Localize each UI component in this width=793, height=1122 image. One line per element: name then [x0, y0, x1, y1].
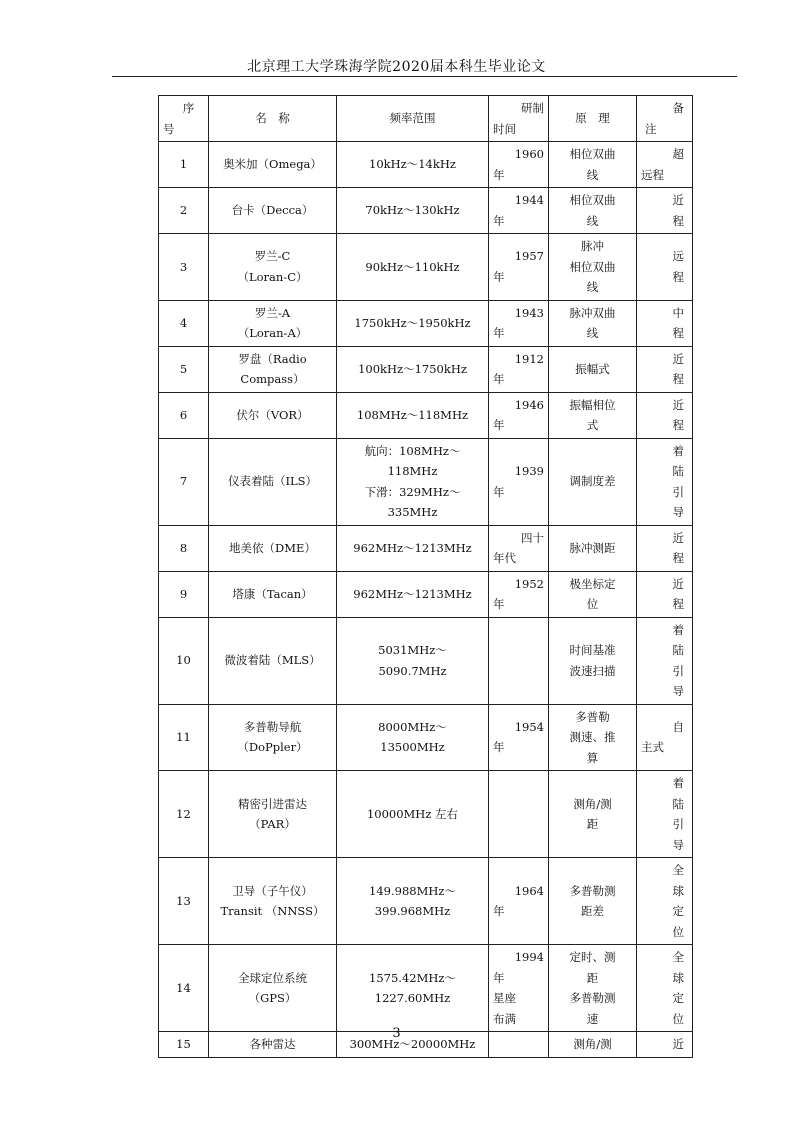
cell-time [489, 188, 549, 234]
cell-note-line: 程 [672, 551, 684, 565]
header-rule [112, 76, 737, 77]
cell-principle [549, 392, 637, 438]
cell-time-line: 年 [493, 970, 505, 985]
cell-principle-line: 振幅式 [575, 361, 610, 376]
table-row [159, 525, 693, 571]
cell-name [209, 392, 337, 438]
cell-note [637, 571, 693, 617]
cell-note-line: 程 [672, 597, 684, 611]
cell-time-line: 年 [493, 269, 505, 284]
cell-note-line: 近 [672, 193, 684, 207]
cell-name-line: 精密引进雷达 [238, 796, 307, 811]
cell-note-line: 程 [672, 418, 684, 432]
cell-frequency-line: 399.968MHz [374, 904, 451, 918]
cell-time [489, 142, 549, 188]
header-cell-frequency [337, 96, 489, 142]
cell-index: 9 [159, 571, 209, 617]
cell-name [209, 346, 337, 392]
table-row [159, 300, 693, 346]
cell-principle-line: 距 [586, 970, 599, 985]
cell-note-line: 球 [672, 883, 684, 898]
cell-note-line: 引 [672, 484, 684, 499]
cell-note-line: 近 [672, 576, 684, 591]
cell-name-line: 台卡（Decca） [231, 203, 314, 218]
cell-index: 3 [159, 234, 209, 301]
cell-note-line: 引 [672, 817, 684, 831]
cell-time [489, 392, 549, 438]
cell-note-line: 陆 [672, 796, 684, 811]
cell-time-line: 1957 [514, 249, 544, 264]
header-text: 原 理 [575, 111, 610, 126]
table-row [159, 392, 693, 438]
cell-time-line: 1912 [514, 351, 544, 366]
cell-principle [549, 300, 637, 346]
cell-note-line: 近 [672, 530, 684, 545]
cell-time-line: 1964 [514, 883, 544, 898]
cell-note [637, 188, 693, 234]
cell-note-line: 程 [672, 269, 684, 284]
cell-time-line: 1994 [514, 950, 544, 964]
cell-note-line: 陆 [672, 643, 684, 657]
cell-frequency-line: 100kHz～1750kHz [358, 361, 467, 376]
cell-frequency-line: 1750kHz～1950kHz [354, 315, 471, 330]
cell-name [209, 771, 337, 858]
header-text: 时间 [493, 121, 516, 136]
table-row [159, 346, 693, 392]
table-row [159, 188, 693, 234]
cell-time-line: 年 [493, 167, 505, 182]
cell-frequency-line: 90kHz～110kHz [365, 259, 460, 274]
cell-note-line: 球 [672, 970, 684, 985]
cell-name [209, 525, 337, 571]
cell-note-line: 超 [672, 147, 684, 161]
cell-frequency [337, 525, 489, 571]
cell-principle [549, 142, 637, 188]
cell-principle-line: 测角/测 [573, 796, 612, 811]
cell-name-line: 奥米加（Omega） [223, 157, 322, 172]
cell-note-line: 程 [672, 326, 684, 340]
cell-index: 12 [159, 771, 209, 858]
cell-note-line: 定 [672, 904, 684, 918]
cell-principle [549, 525, 637, 571]
cell-note-line: 着 [672, 776, 684, 790]
cell-time [489, 704, 549, 771]
navigation-systems-table [158, 95, 693, 1058]
cell-time [489, 771, 549, 858]
cell-name [209, 188, 337, 234]
cell-principle [549, 858, 637, 945]
cell-principle-line: 线 [586, 213, 599, 228]
header-text: 备 [672, 101, 684, 115]
cell-note-line: 中 [672, 305, 684, 320]
cell-frequency [337, 617, 489, 704]
cell-principle-line: 算 [586, 750, 599, 765]
cell-principle [549, 771, 637, 858]
cell-name-line: Transit （NNSS） [220, 904, 325, 918]
cell-time-line: 1943 [514, 305, 544, 320]
cell-principle-line: 定时、测 [569, 950, 616, 964]
cell-name [209, 234, 337, 301]
cell-note [637, 704, 693, 771]
cell-name [209, 438, 337, 525]
table-row [159, 858, 693, 945]
cell-frequency-line: 下滑：329MHz～ [364, 484, 461, 499]
cell-time [489, 858, 549, 945]
cell-index: 14 [159, 945, 209, 1032]
table-row [159, 438, 693, 525]
cell-name [209, 300, 337, 346]
cell-time-line: 1952 [514, 576, 544, 591]
cell-frequency-line: 10kHz～14kHz [369, 157, 456, 172]
cell-principle-line: 距差 [581, 904, 604, 918]
cell-frequency [337, 188, 489, 234]
cell-name-line: 全球定位系统 [238, 970, 307, 985]
cell-note-line: 陆 [672, 464, 684, 478]
cell-time-line: 四十 [521, 530, 544, 545]
cell-principle [549, 617, 637, 704]
header-text: 号 [163, 121, 175, 136]
cell-principle-line: 调制度差 [569, 474, 616, 489]
table-row [159, 771, 693, 858]
table-row [159, 617, 693, 704]
cell-name-line: （DoPpler） [237, 740, 308, 755]
cell-time [489, 945, 549, 1032]
cell-note-line: 全 [672, 863, 684, 877]
cell-note [637, 300, 693, 346]
cell-name-line: 罗兰-C [254, 249, 291, 264]
cell-frequency [337, 704, 489, 771]
cell-time-line: 年 [493, 418, 505, 432]
cell-note-line: 近 [672, 397, 684, 412]
cell-note-line: 远 [672, 249, 684, 264]
cell-frequency [337, 234, 489, 301]
cell-name-line: 仪表着陆（ILS） [227, 474, 318, 489]
cell-frequency-line: 108MHz～118MHz [356, 407, 469, 422]
cell-principle-line: 多普勒测 [569, 883, 616, 898]
cell-frequency-line: 航向：108MHz～ [364, 443, 461, 458]
cell-time-line: 布满 [493, 1011, 516, 1026]
cell-index: 7 [159, 438, 209, 525]
cell-time-line: 年 [493, 213, 505, 228]
cell-principle-line: 多普勒测 [569, 991, 616, 1005]
cell-time-line: 年 [493, 484, 505, 499]
cell-note-line: 自 [672, 719, 684, 734]
cell-note [637, 234, 693, 301]
cell-time [489, 525, 549, 571]
cell-time-line: 1960 [514, 147, 544, 161]
cell-principle-line: 线 [586, 326, 599, 340]
cell-frequency-line: 5031MHz～ [378, 643, 447, 657]
cell-principle-line: 脉冲 [581, 239, 604, 253]
cell-time-line: 1946 [514, 397, 544, 412]
cell-frequency-line: 962MHz～1213MHz [353, 540, 472, 555]
cell-frequency [337, 858, 489, 945]
cell-principle-line: 多普勒 [575, 709, 610, 724]
cell-time [489, 438, 549, 525]
cell-note-line: 着 [672, 622, 684, 637]
cell-note [637, 142, 693, 188]
table-row [159, 234, 693, 301]
cell-time [489, 300, 549, 346]
cell-frequency-line: 13500MHz [380, 740, 445, 755]
cell-index: 6 [159, 392, 209, 438]
cell-principle-line: 测角/测 [573, 1037, 612, 1051]
cell-note-line: 远程 [641, 167, 664, 182]
cell-note-line: 近 [672, 1037, 684, 1051]
cell-time-line: 年 [493, 597, 505, 611]
cell-principle-line: 测速、推 [569, 730, 616, 744]
cell-index: 10 [159, 617, 209, 704]
cell-name-line: （Loran-C） [237, 269, 308, 284]
table-row [159, 142, 693, 188]
cell-principle-line: 振幅相位 [569, 397, 616, 412]
cell-principle-line: 距 [586, 817, 599, 831]
cell-frequency [337, 771, 489, 858]
cell-name-line: 卫导（子午仪） [232, 883, 313, 898]
cell-name-line: 塔康（Tacan） [232, 586, 313, 601]
cell-name [209, 617, 337, 704]
cell-name [209, 704, 337, 771]
cell-note-line: 导 [672, 837, 684, 852]
cell-note-line: 位 [672, 1011, 684, 1026]
cell-frequency-line: 118MHz [387, 464, 438, 478]
cell-time-line: 年 [493, 326, 505, 340]
cell-principle [549, 438, 637, 525]
cell-frequency [337, 571, 489, 617]
cell-frequency-line: 1227.60MHz [374, 991, 451, 1005]
cell-note [637, 858, 693, 945]
cell-frequency [337, 142, 489, 188]
header-text: 序 [182, 101, 195, 115]
cell-note [637, 438, 693, 525]
cell-index: 1 [159, 142, 209, 188]
cell-name-line: （Loran-A） [237, 326, 308, 340]
cell-name-line: （GPS） [248, 991, 297, 1005]
cell-name-line: 微波着陆（MLS） [224, 653, 321, 668]
cell-time-line: 年 [493, 372, 505, 386]
cell-name-line: 各种雷达 [249, 1037, 296, 1051]
cell-note-line: 引 [672, 663, 684, 678]
header-cell-note [637, 96, 693, 142]
cell-principle-line: 时间基准 [569, 643, 616, 657]
cell-principle [549, 704, 637, 771]
cell-name [209, 142, 337, 188]
cell-frequency-line: 300MHz～20000MHz [349, 1037, 476, 1051]
cell-note-line: 程 [672, 372, 684, 386]
cell-principle-line: 波速扫描 [569, 663, 616, 678]
cell-time-line: 1944 [514, 193, 544, 207]
cell-principle [549, 234, 637, 301]
cell-frequency-line: 1575.42MHz～ [369, 970, 456, 985]
cell-index: 4 [159, 300, 209, 346]
header-cell-principle [549, 96, 637, 142]
cell-frequency-line: 149.988MHz～ [369, 883, 456, 898]
cell-frequency [337, 392, 489, 438]
cell-name-line: 多普勒导航 [243, 719, 302, 734]
cell-note-line: 程 [672, 213, 684, 228]
cell-note-line: 着 [672, 443, 684, 458]
cell-name [209, 858, 337, 945]
cell-principle [549, 945, 637, 1032]
cell-time-line: 1954 [514, 719, 544, 734]
cell-name-line: 罗盘（Radio [238, 351, 307, 366]
cell-note [637, 771, 693, 858]
cell-index: 15 [159, 1032, 209, 1058]
table-row [159, 704, 693, 771]
cell-note-line: 导 [672, 505, 684, 519]
cell-frequency [337, 945, 489, 1032]
cell-index: 13 [159, 858, 209, 945]
cell-frequency [337, 300, 489, 346]
cell-principle-line: 线 [586, 167, 599, 182]
cell-note [637, 617, 693, 704]
cell-time-line: 1939 [514, 464, 544, 478]
cell-principle-line: 脉冲双曲 [569, 305, 616, 320]
cell-frequency [337, 346, 489, 392]
cell-note-line: 全 [672, 950, 684, 964]
cell-name-line: Compass） [240, 372, 305, 386]
cell-note-line: 位 [672, 924, 684, 939]
cell-time-line: 星座 [493, 991, 516, 1005]
page-number: 3 [392, 1026, 401, 1041]
cell-principle-line: 相位双曲 [569, 193, 616, 207]
cell-principle-line: 相位双曲 [569, 259, 616, 274]
cell-note-line: 近 [672, 351, 684, 366]
header-text: 研制 [521, 101, 544, 115]
cell-index: 11 [159, 704, 209, 771]
cell-principle-line: 极坐标定 [569, 576, 616, 591]
header-cell-time [489, 96, 549, 142]
cell-index: 5 [159, 346, 209, 392]
cell-principle-line: 位 [586, 597, 599, 611]
cell-principle-line: 脉冲测距 [569, 540, 616, 555]
cell-note [637, 346, 693, 392]
cell-name [209, 945, 337, 1032]
cell-name-line: 罗兰-A [254, 305, 291, 320]
header-text: 注 [645, 121, 657, 136]
cell-principle-line: 线 [586, 280, 599, 294]
cell-frequency-line: 10000MHz 左右 [366, 806, 459, 821]
cell-note [637, 945, 693, 1032]
cell-principle [549, 571, 637, 617]
cell-name-line: 地美依（DME） [229, 540, 316, 555]
table-body [159, 142, 693, 1058]
cell-time-line: 年代 [493, 551, 516, 565]
page-header-title: 北京理工大学珠海学院2020届本科生毕业论文 [247, 59, 546, 75]
cell-index: 2 [159, 188, 209, 234]
cell-index: 8 [159, 525, 209, 571]
header-text: 名 称 [255, 111, 290, 126]
cell-frequency-line: 5090.7MHz [378, 663, 447, 678]
cell-name-line: 伏尔（VOR） [236, 407, 309, 422]
cell-note [637, 392, 693, 438]
cell-frequency-line: 70kHz～130kHz [365, 203, 460, 218]
cell-time [489, 234, 549, 301]
table-header-row [159, 96, 693, 142]
header-text: 频率范围 [389, 111, 436, 126]
cell-frequency-line: 335MHz [387, 505, 438, 519]
cell-frequency-line: 8000MHz～ [378, 719, 447, 734]
cell-time-line: 年 [493, 740, 505, 755]
cell-time [489, 617, 549, 704]
cell-time [489, 346, 549, 392]
cell-time [489, 571, 549, 617]
cell-name [209, 571, 337, 617]
cell-principle [549, 346, 637, 392]
cell-principle-line: 相位双曲 [569, 147, 616, 161]
cell-frequency [337, 438, 489, 525]
table-row [159, 945, 693, 1032]
table-row [159, 571, 693, 617]
cell-note [637, 525, 693, 571]
cell-note-line: 主式 [641, 740, 664, 755]
cell-principle-line: 速 [586, 1011, 599, 1026]
cell-note-line: 定 [672, 991, 684, 1005]
cell-principle-line: 式 [586, 418, 599, 432]
header-cell-name [209, 96, 337, 142]
cell-time-line: 年 [493, 904, 505, 918]
cell-note-line: 导 [672, 684, 684, 698]
header-cell-index [159, 96, 209, 142]
cell-principle [549, 188, 637, 234]
cell-name-line: （PAR） [249, 817, 296, 831]
cell-frequency-line: 962MHz～1213MHz [353, 586, 472, 601]
